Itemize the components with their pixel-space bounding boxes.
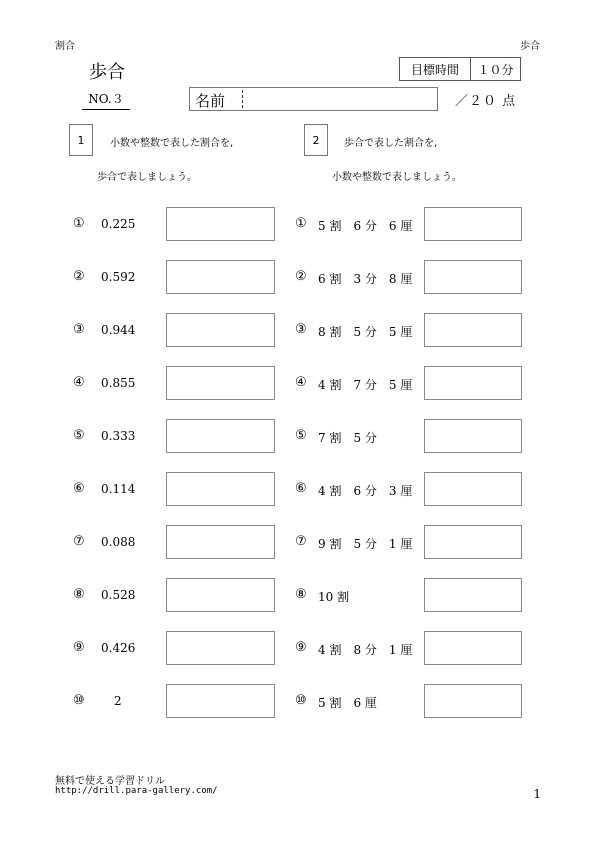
- left-item-number: ④: [73, 375, 85, 390]
- left-item-question: 0.592: [101, 270, 136, 284]
- name-divider: [242, 90, 243, 108]
- left-item-question: 0.088: [101, 535, 136, 549]
- target-time-box: [399, 57, 521, 81]
- left-item-question: 0.528: [101, 588, 136, 602]
- right-item-number: ⑩: [295, 693, 307, 708]
- right-item-number: ⑥: [295, 481, 307, 496]
- left-answer-box[interactable]: [166, 684, 275, 718]
- right-answer-box[interactable]: [424, 313, 522, 347]
- left-item-question: 0.333: [101, 429, 136, 443]
- right-item-question: 4 割 8 分 1 厘: [318, 643, 413, 657]
- left-answer-box[interactable]: [166, 472, 275, 506]
- section2-number: 2: [304, 124, 328, 156]
- left-item-number: ⑦: [73, 534, 85, 549]
- page-number: 1: [533, 787, 541, 801]
- section2-instruction-line1: 歩合で表した割合を,: [344, 138, 438, 149]
- right-item-number: ③: [295, 322, 307, 337]
- right-item-question: 4 割 7 分 5 厘: [318, 378, 413, 392]
- left-item-question: 0.855: [101, 376, 136, 390]
- target-time-value: １０分: [477, 62, 514, 77]
- right-item-number: ⑨: [295, 640, 307, 655]
- right-item-question: 10 割: [318, 590, 350, 604]
- right-answer-box[interactable]: [424, 260, 522, 294]
- right-item-question: 9 割 5 分 1 厘: [318, 537, 413, 551]
- section1-instruction-line1: 小数や整数で表した割合を,: [110, 138, 234, 149]
- page-title: 歩合: [89, 62, 125, 83]
- right-item-question: 5 割 6 厘: [318, 696, 377, 710]
- right-answer-box[interactable]: [424, 419, 522, 453]
- right-answer-box[interactable]: [424, 684, 522, 718]
- left-item-question: 0.114: [101, 482, 136, 496]
- right-answer-box[interactable]: [424, 366, 522, 400]
- right-answer-box[interactable]: [424, 578, 522, 612]
- left-answer-box[interactable]: [166, 260, 275, 294]
- left-item-number: ①: [73, 216, 85, 231]
- left-item-number: ⑧: [73, 587, 85, 602]
- footer-title: 無料で使える学習ドリル: [55, 776, 165, 787]
- right-item-number: ①: [295, 216, 307, 231]
- right-item-number: ⑦: [295, 534, 307, 549]
- right-item-question: 6 割 3 分 8 厘: [318, 272, 413, 286]
- right-item-question: 4 割 6 分 3 厘: [318, 484, 413, 498]
- sheet-number: NO.３: [82, 90, 130, 110]
- left-item-number: ⑨: [73, 640, 85, 655]
- left-item-question: 0.225: [101, 217, 136, 231]
- right-answer-box[interactable]: [424, 472, 522, 506]
- footer-url[interactable]: http://drill.para-gallery.com/: [55, 786, 218, 796]
- section1-instruction-line2: 歩合で表しましょう。: [97, 172, 197, 183]
- target-time-label: 目標時間: [400, 58, 471, 80]
- right-item-question: 7 割 5 分: [318, 431, 377, 445]
- right-answer-box[interactable]: [424, 631, 522, 665]
- left-answer-box[interactable]: [166, 419, 275, 453]
- right-item-number: ⑧: [295, 587, 307, 602]
- left-item-number: ⑩: [73, 693, 85, 708]
- name-field[interactable]: [189, 87, 438, 111]
- score-field: ／２０ 点: [455, 94, 517, 109]
- right-item-number: ⑤: [295, 428, 307, 443]
- right-answer-box[interactable]: [424, 525, 522, 559]
- right-item-question: 5 割 6 分 6 厘: [318, 219, 413, 233]
- left-answer-box[interactable]: [166, 366, 275, 400]
- left-item-number: ⑥: [73, 481, 85, 496]
- left-item-question: 2: [114, 694, 122, 708]
- right-answer-box[interactable]: [424, 207, 522, 241]
- left-answer-box[interactable]: [166, 313, 275, 347]
- section2-instruction-line2: 小数や整数で表しましょう。: [332, 172, 462, 183]
- left-item-number: ②: [73, 269, 85, 284]
- name-label: 名前: [195, 92, 226, 110]
- right-item-number: ④: [295, 375, 307, 390]
- section1-number: 1: [69, 124, 93, 156]
- left-item-number: ③: [73, 322, 85, 337]
- left-answer-box[interactable]: [166, 525, 275, 559]
- left-item-number: ⑤: [73, 428, 85, 443]
- header-left: 割合: [55, 41, 75, 52]
- left-item-question: 0.944: [101, 323, 136, 337]
- left-item-question: 0.426: [101, 641, 136, 655]
- left-answer-box[interactable]: [166, 631, 275, 665]
- header-right: 歩合: [520, 41, 540, 52]
- left-answer-box[interactable]: [166, 578, 275, 612]
- right-item-question: 8 割 5 分 5 厘: [318, 325, 413, 339]
- right-item-number: ②: [295, 269, 307, 284]
- left-answer-box[interactable]: [166, 207, 275, 241]
